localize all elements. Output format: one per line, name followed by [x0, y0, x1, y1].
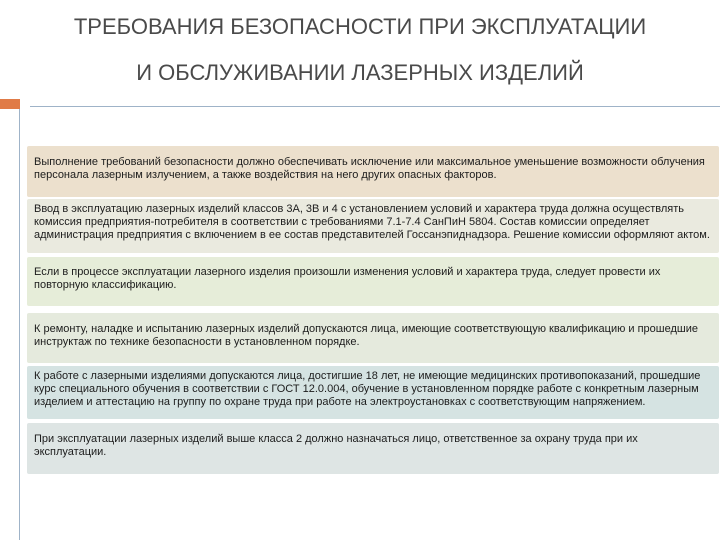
title-divider — [30, 106, 720, 107]
slide-title-line-1: ТРЕБОВАНИЯ БЕЗОПАСНОСТИ ПРИ ЭКСПЛУАТАЦИИ — [73, 14, 647, 39]
requirement-box-3: Если в процессе эксплуатации лазерного изделия произошли изменения условий и характера труда, следует провести их повторную классификацию. — [27, 257, 719, 306]
slide-title-line-2: И ОБСЛУЖИВАНИИ ЛАЗЕРНЫХ ИЗДЕЛИЙ — [136, 60, 584, 85]
requirement-box-4: К ремонту, наладке и испытанию лазерных изделий допускаются лица, имеющие соответствующую квалификацию и прошедшие инструктаж по технике безопасности в установленном порядке. — [27, 313, 719, 363]
requirement-box-5: К работе с лазерными изделиями допускаются лица, достигшие 18 лет, не имеющие медицинских противопоказаний, прошедшие курс специального обучения в соответствии с ГОСТ 12.0.004, обучение в установленном порядке работе с конкретным лазерным изделием и аттестацию на группу по охране труда при работе на электроустановках с соответствующим напряжением. — [27, 366, 719, 419]
requirement-box-6: При эксплуатации лазерных изделий выше класса 2 должно назначаться лицо, ответственное за охрану труда при их эксплуатации. — [27, 423, 719, 474]
accent-bar — [0, 99, 20, 109]
requirement-box-2: Ввод в эксплуатацию лазерных изделий классов 3А, 3В и 4 с установлением условий и характера труда должна осуществлять комиссия предприятия-потребителя в соответствии с требованиями 7.1-7.4 СанПиН 5804. Состав комиссии определяет администрация предприятия с включением в ее состав представителей Госсанэпиднадзора. Решение комиссии оформляют актом. — [27, 199, 719, 253]
requirement-box-1: Выполнение требований безопасности должно обеспечивать исключение или максимальное уменьшение возможности облучения персонала лазерным излучением, а также воздействия на него других опасных факторов. — [27, 146, 719, 197]
left-rule — [19, 109, 20, 540]
